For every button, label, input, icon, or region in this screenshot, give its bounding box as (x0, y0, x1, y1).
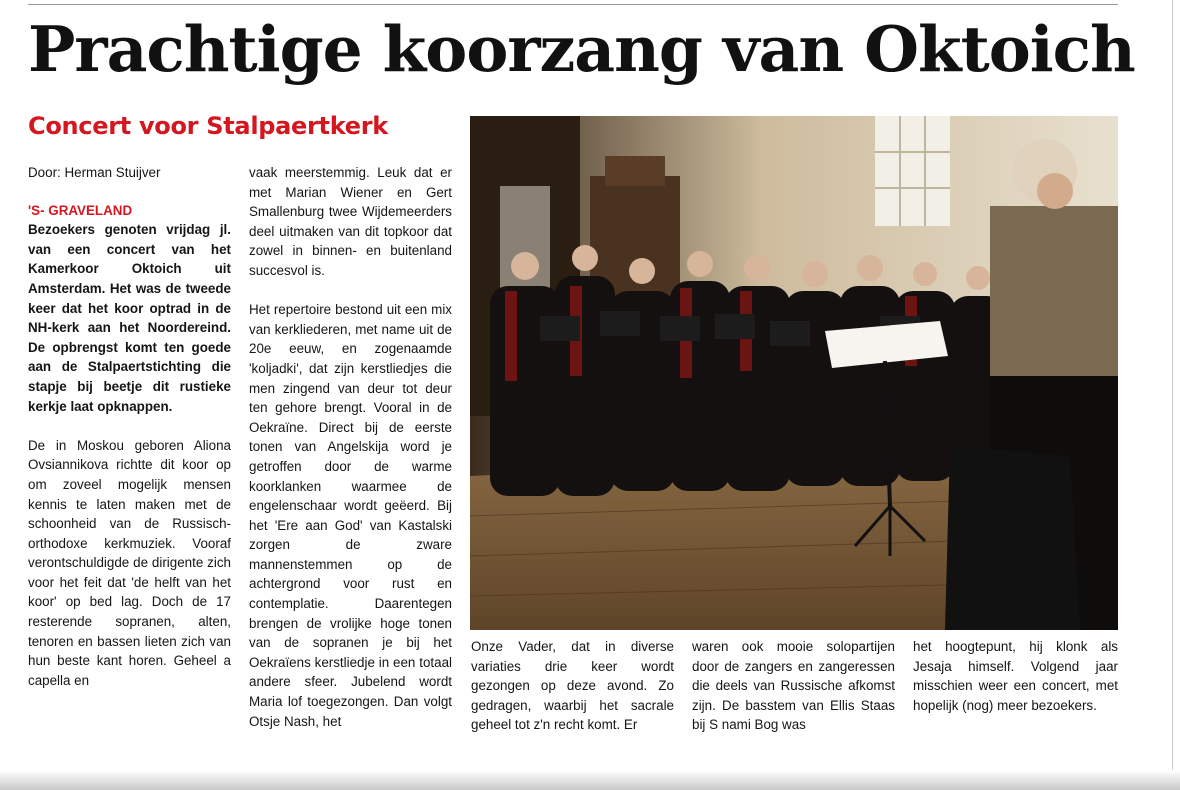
byline: Door: Herman Stuijver (28, 165, 161, 180)
body-paragraph: De in Moskou geboren Aliona Ovsiannikova richtte dit koor op om zoveel mogelijk mensen kennis te laten maken met de schoonheid van de Russisch-orthodoxe kerkmuziek. Vooraf verontschuldigde de dirigente zich voor het feit dat 'de helft van het koor' op bed lag. Doch de 17 resterende sopranen, alten, tenoren en bassen lieten zich van hun beste kant horen. Geheel a capella en (28, 437, 231, 688)
body-paragraph: Onze Vader, dat in diverse variaties drie keer wordt gezongen op deze avond. Zo gedragen, waarbij het sacrale geheel tot z'n recht komt. Er (471, 639, 674, 733)
dateline: 'S- GRAVELAND (28, 202, 133, 218)
column-2 (249, 163, 452, 731)
page-edge (1172, 0, 1173, 790)
column-3 (471, 637, 674, 735)
column-5 (913, 637, 1118, 715)
column-1 (28, 163, 231, 690)
headline: Prachtige koorzang van Oktoich (28, 12, 1135, 86)
page-bottom-shadow (0, 770, 1180, 790)
column-4 (692, 637, 895, 735)
body-paragraph: waren ook mooie solopartijen door de zangers en zangeressen die deels van Russische afkomst zijn. De basstem van Ellis Staas bij S nami Bog was (692, 639, 895, 733)
intro-paragraph: Bezoekers genoten vrijdag jl. van een concert van het Kamerkoor Oktoich uit Amsterdam. Het was de tweede keer dat het koor optrad in de NH-kerk aan het Noordereind. De opbrengst komt ten goede aan de Stalpaertstichting die stapje bij beetje dit rustieke kerkje laat opknappen. (28, 222, 231, 414)
body-paragraph: het hoogtepunt, hij klonk als Jesaja himself. Volgend jaar misschien weer een concert, met hopelijk (nog) meer bezoekers. (913, 639, 1118, 713)
body-paragraph: Het repertoire bestond uit een mix van kerkliederen, met name uit de 20e eeuw, en zogenaamde 'koljadki', dat zijn kerstliedjes die men zingend van deur tot deur ten gehore brengt. Vooral in de Oekraïne. Direct bij de eerste tonen van Angelskija word je getroffen door de warme koorklanken waarmee de engelenschaar wordt geëerd. Bij het 'Ere aan God' van Kastalski zorgen de zware mannenstemmen op de achtergrond voor rust en contemplatie. Daarentegen brengen de vrolijke hoge tonen van de sopranen je bij het Oekraïens kerstliedje in een totaal andere sfeer. Jubelend wordt Maria lof toegezongen. Dan volgt Otsje Nash, het (249, 302, 452, 729)
body-paragraph: vaak meerstemmig. Leuk dat er met Marian Wiener en Gert Smallenburg twee Wijdemeerders deel uitmaken van dit topkoor dat zowel in binnen- en buitenland succesvol is. (249, 165, 452, 278)
top-rule (28, 4, 1118, 5)
choir-photo (470, 116, 1118, 630)
subheadline: Concert voor Stalpaertkerk (28, 112, 388, 140)
